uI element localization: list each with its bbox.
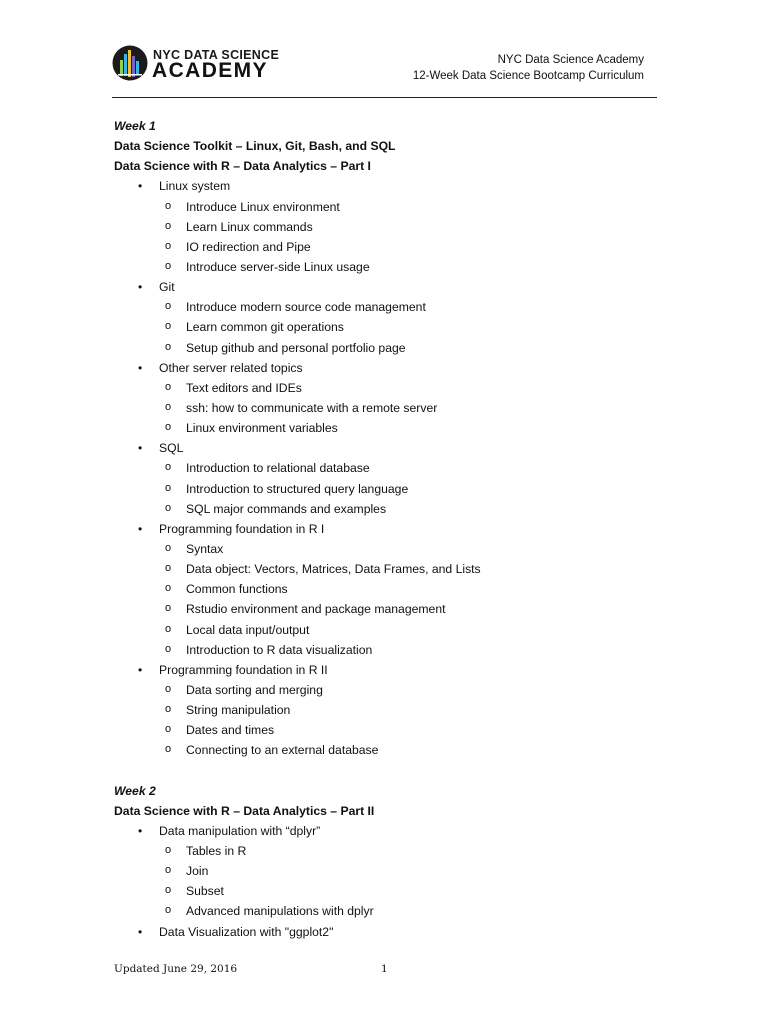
subtopic-item: o SQL major commands and examples [114,499,674,519]
logo-text-top: NYC DATA SCIENCE [153,48,280,62]
academy-logo [112,45,282,87]
bullet-icon: • [138,179,143,194]
logo-text-bottom: ACADEMY [152,59,268,82]
sub-bullet-icon: o [165,642,172,655]
subtopic-item: o Data sorting and merging [114,680,674,700]
header-divider [112,97,657,98]
subtopic-item: o Learn Linux commands [114,217,674,237]
topic-item: • SQL [114,438,674,458]
document-title: 12-Week Data Science Bootcamp Curriculum [412,70,644,82]
subtopic-item: o Introduce server-side Linux usage [114,257,674,277]
sub-bullet-icon: o [165,300,172,313]
bullet-icon: • [138,924,143,939]
subtopic-item: o Advanced manipulations with dplyr [114,901,674,921]
subtopic-item: o Data object: Vectors, Matrices, Data Frames, and Lists [114,559,674,579]
sub-bullet-icon: o [165,501,172,514]
sub-bullet-icon: o [165,682,172,695]
bullet-icon: • [138,441,143,456]
sub-bullet-icon: o [165,723,172,736]
sub-bullet-icon: o [165,219,172,232]
sub-bullet-icon: o [165,743,172,756]
topic-item: • Programming foundation in R II [114,660,674,680]
sub-bullet-icon: o [165,380,172,393]
topic-item: • Programming foundation in R I [114,519,674,539]
topic-item: • Linux system [114,176,674,196]
sub-bullet-icon: o [165,864,172,877]
sub-bullet-icon: o [165,562,172,575]
page-number: 1 [381,963,388,975]
subtopic-item: o Local data input/output [114,620,674,640]
topic-item: • Data Visualization with "ggplot2" [114,922,674,942]
sub-bullet-icon: o [165,239,172,252]
sub-bullet-icon: o [165,340,172,353]
subtopic-item: o Syntax [114,539,674,559]
sub-bullet-icon: o [165,259,172,272]
spacer [114,761,674,781]
bullet-icon: • [138,823,143,838]
subtopic-item: o Introduce Linux environment [114,197,674,217]
section-heading: Data Science Toolkit – Linux, Git, Bash, and SQL [114,139,396,154]
bullet-icon: • [138,521,143,536]
subtopic-item: o Setup github and personal portfolio page [114,338,674,358]
sub-bullet-icon: o [165,461,172,474]
bullet-icon: • [138,280,143,295]
subtopic-item: o Introduction to structured query language [114,479,674,499]
week-label: Week 2 [114,783,156,798]
subtopic-item: o Introduce modern source code management [114,297,674,317]
org-name: NYC Data Science Academy [497,54,644,66]
sub-bullet-icon: o [165,582,172,595]
subtopic-item: o Rstudio environment and package management [114,599,674,619]
sub-bullet-icon: o [165,602,172,615]
sub-bullet-icon: o [165,421,172,434]
subtopic-item: o Join [114,861,674,881]
sub-bullet-icon: o [165,541,172,554]
sub-bullet-icon: o [165,844,172,857]
section-heading: Data Science with R – Data Analytics – Part I [114,159,371,174]
subtopic-item: o Dates and times [114,720,674,740]
subtopic-item: o Connecting to an external database [114,740,674,760]
subtopic-item: o Linux environment variables [114,418,674,438]
subtopic-item: o Introduction to R data visualization [114,640,674,660]
subtopic-item: o Text editors and IDEs [114,378,674,398]
sub-bullet-icon: o [165,622,172,635]
subtopic-item: o Subset [114,881,674,901]
subtopic-item: o IO redirection and Pipe [114,237,674,257]
bullet-icon: • [138,360,143,375]
subtopic-item: o Tables in R [114,841,674,861]
topic-item: • Git [114,277,674,297]
sub-bullet-icon: o [165,703,172,716]
sub-bullet-icon: o [165,199,172,212]
subtopic-item: o Learn common git operations [114,317,674,337]
sub-bullet-icon: o [165,481,172,494]
skyline-logo-icon [112,45,148,81]
subtopic-item: o ssh: how to communicate with a remote server [114,398,674,418]
week-label: Week 1 [114,119,156,133]
subtopic-item: o String manipulation [114,700,674,720]
topic-item: • Other server related topics [114,358,674,378]
subtopic-item: o Introduction to relational database [114,458,674,478]
sub-bullet-icon: o [165,884,172,897]
subtopic-item: o Common functions [114,579,674,599]
sub-bullet-icon: o [165,904,172,917]
topic-item: • Data manipulation with “dplyr” [114,821,674,841]
updated-date: Updated June 29, 2016 [114,963,238,975]
sub-bullet-icon: o [165,400,172,413]
curriculum-content [114,116,674,942]
sub-bullet-icon: o [165,320,172,333]
section-heading: Data Science with R – Data Analytics – Part II [114,803,375,818]
bullet-icon: • [138,662,143,677]
document-header [413,52,644,84]
